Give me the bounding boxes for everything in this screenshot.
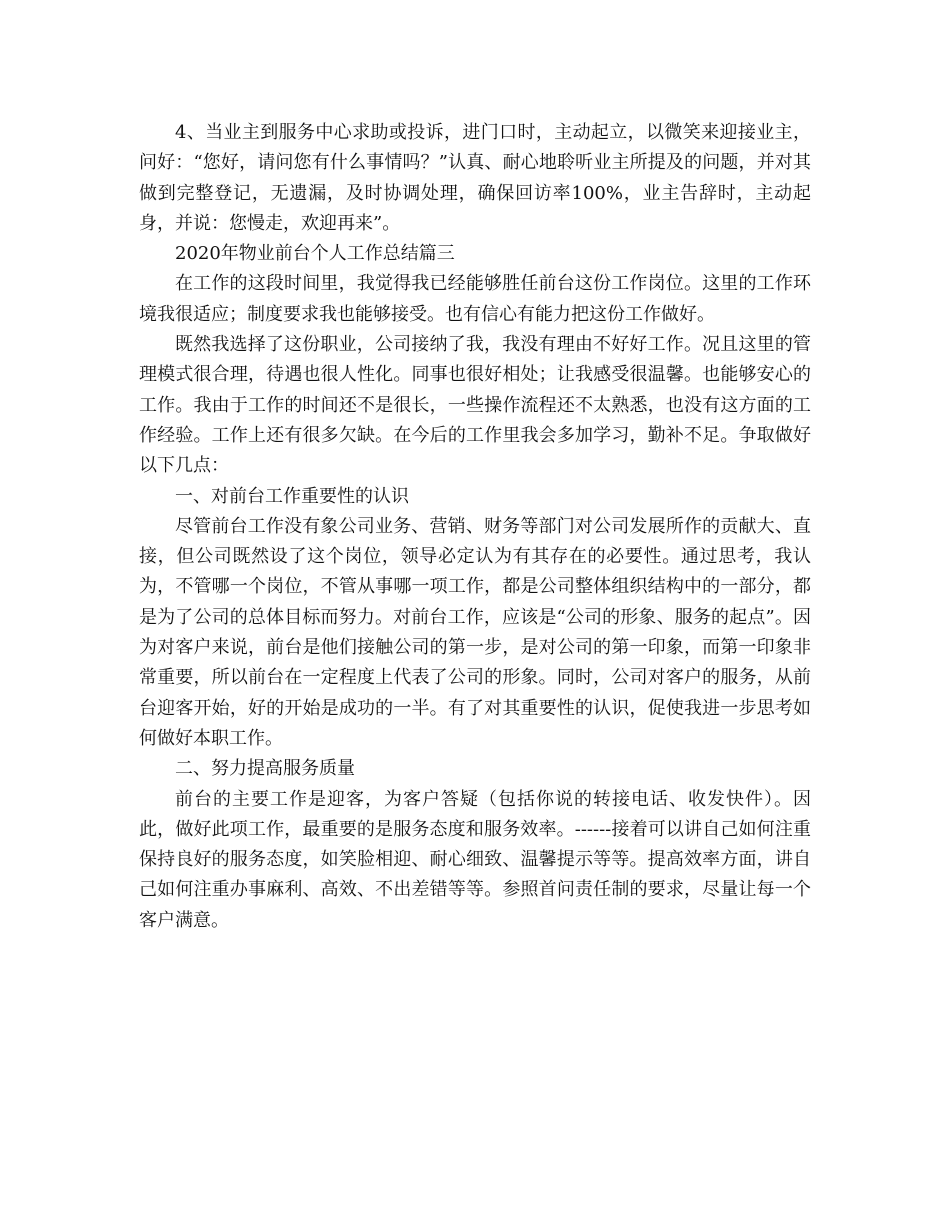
- heading-importance: 一、对前台工作重要性的认识: [175, 485, 409, 507]
- heading-service-quality: 二、努力提高服务质量: [175, 758, 355, 780]
- paragraph-importance: 尽管前台工作没有象公司业务、营销、财务等部门对公司发展所作的贡献大、直接，但公司既然设了这个岗位，领导必定认为有其存在的必要性。通过思考，我认为，不管哪一个岗位，不管从事哪一项工作，都是公司整体组织结构中的一部分，都是为了公司的总体目标而努力。对前台工作，应该是“公司的形象、服务的起点”。因为对客户来说，前台是他们接触公司的第一步，是对公司的第一印象，而第一印象非常重要，所以前台在一定程度上代表了公司的形象。同时，公司对客户的服务，从前台迎客开始，好的开始是成功的一半。有了对其重要性的认识，促使我进一步思考如何做好本职工作。: [139, 515, 811, 749]
- document-body: [139, 118, 811, 936]
- paragraph-intro: 在工作的这段时间里，我觉得我已经能够胜任前台这份工作岗位。这里的工作环境我很适应；制度要求我也能够接受。也有信心有能力把这份工作做好。: [139, 273, 811, 325]
- paragraph-service-center: 4、当业主到服务中心求助或投诉，进门口时，主动起立，以微笑来迎接业主，问好：“您好，请问您有什么事情吗？”认真、耐心地聆听业主所提及的问题，并对其做到完整登记，无遗漏，及时协调处理，确保回访率100%，业主告辞时，主动起身，并说：您慢走，欢迎再来”。: [139, 122, 811, 234]
- paragraph-job-choice: 既然我选择了这份职业，公司接纳了我，我没有理由不好好工作。况且这里的管理模式很合理，待遇也很人性化。同事也很好相处；让我感受很温馨。也能够安心的工作。我由于工作的时间还不是很长，一些操作流程还不太熟悉，也没有这方面的工作经验。工作上还有很多欠缺。在今后的工作里我会多加学习，勤补不足。争取做好以下几点：: [139, 334, 811, 477]
- section-title: 2020年物业前台个人工作总结篇三: [175, 243, 455, 265]
- paragraph-service-quality: 前台的主要工作是迎客，为客户答疑（包括你说的转接电话、收发快件）。因此，做好此项工作，最重要的是服务态度和服务效率。------接着可以讲自己如何注重保持良好的服务态度，如笑脸相迎、耐心细致、温馨提示等等。提高效率方面，讲自己如何注重办事麻利、高效、不出差错等等。参照首问责任制的要求，尽量让每一个客户满意。: [139, 788, 811, 931]
